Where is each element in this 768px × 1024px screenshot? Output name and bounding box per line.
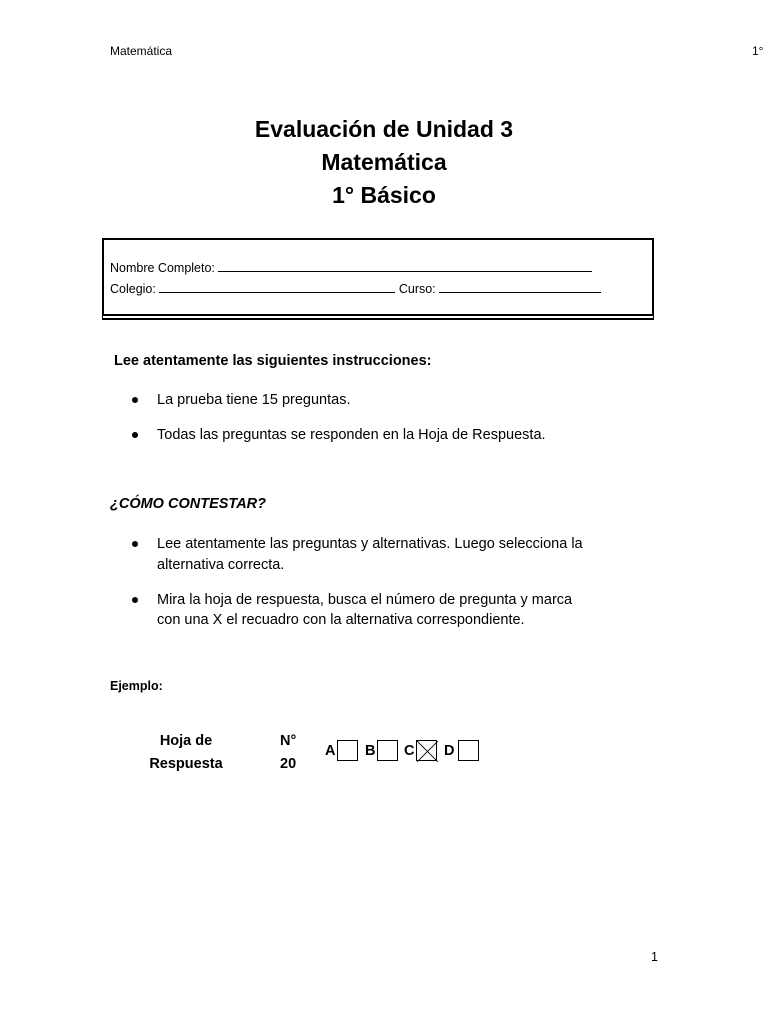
answer-sheet-label bbox=[140, 730, 232, 776]
title-line-1: Evaluación de Unidad 3 bbox=[254, 116, 514, 142]
option-c-checkbox[interactable] bbox=[416, 740, 437, 761]
option-a-label: A bbox=[325, 743, 336, 759]
option-c-label: C bbox=[404, 743, 415, 759]
bullet-icon bbox=[132, 597, 138, 603]
option-d-checkbox[interactable] bbox=[458, 740, 479, 761]
how-item-1-line-1: Lee atentamente las preguntas y alternativas. Luego selecciona la bbox=[157, 536, 583, 552]
answer-sheet-label-line-2: Respuesta bbox=[149, 756, 223, 772]
header-subject: Matemática bbox=[110, 44, 173, 58]
school-row bbox=[110, 281, 601, 296]
question-number bbox=[280, 730, 302, 776]
question-number-label: N° bbox=[280, 733, 297, 749]
instruction-item: Todas las preguntas se responden en la Hoja de Respuesta. bbox=[157, 427, 546, 443]
option-b-checkbox[interactable] bbox=[377, 740, 398, 761]
page-number: 1 bbox=[651, 950, 658, 964]
option-d-label: D bbox=[444, 743, 455, 759]
how-item-2-line-1: Mira la hoja de respuesta, busca el número de pregunta y marca bbox=[157, 592, 573, 608]
option-b-label: B bbox=[365, 743, 376, 759]
name-row bbox=[110, 260, 592, 275]
name-blank-line[interactable] bbox=[218, 260, 592, 272]
question-number-value: 20 bbox=[280, 756, 297, 772]
header-grade: 1° bbox=[752, 44, 764, 58]
answer-sheet-label-line-1: Hoja de bbox=[159, 733, 213, 749]
course-label: Curso: bbox=[398, 282, 436, 296]
name-label: Nombre Completo: bbox=[110, 261, 215, 275]
bullet-icon bbox=[132, 432, 138, 438]
instructions-heading: Lee atentamente las siguientes instrucciones: bbox=[114, 353, 432, 369]
course-blank-line[interactable] bbox=[439, 281, 601, 293]
example-label: Ejemplo: bbox=[110, 679, 163, 693]
how-item-2-line-2: con una X el recuadro con la alternativa correspondiente. bbox=[157, 612, 525, 628]
bullet-icon bbox=[132, 397, 138, 403]
x-mark-icon bbox=[417, 741, 438, 762]
option-a-checkbox[interactable] bbox=[337, 740, 358, 761]
title-line-3: 1° Básico bbox=[332, 182, 436, 208]
title-line-2: Matemática bbox=[321, 149, 447, 175]
student-info-box bbox=[102, 238, 654, 316]
school-label: Colegio: bbox=[110, 282, 156, 296]
school-blank-line[interactable] bbox=[159, 281, 395, 293]
how-to-answer-heading: ¿CÓMO CONTESTAR? bbox=[110, 496, 266, 512]
instruction-item: La prueba tiene 15 preguntas. bbox=[157, 392, 351, 408]
bullet-icon bbox=[132, 541, 138, 547]
how-item-1-line-2: alternativa correcta. bbox=[157, 557, 285, 573]
